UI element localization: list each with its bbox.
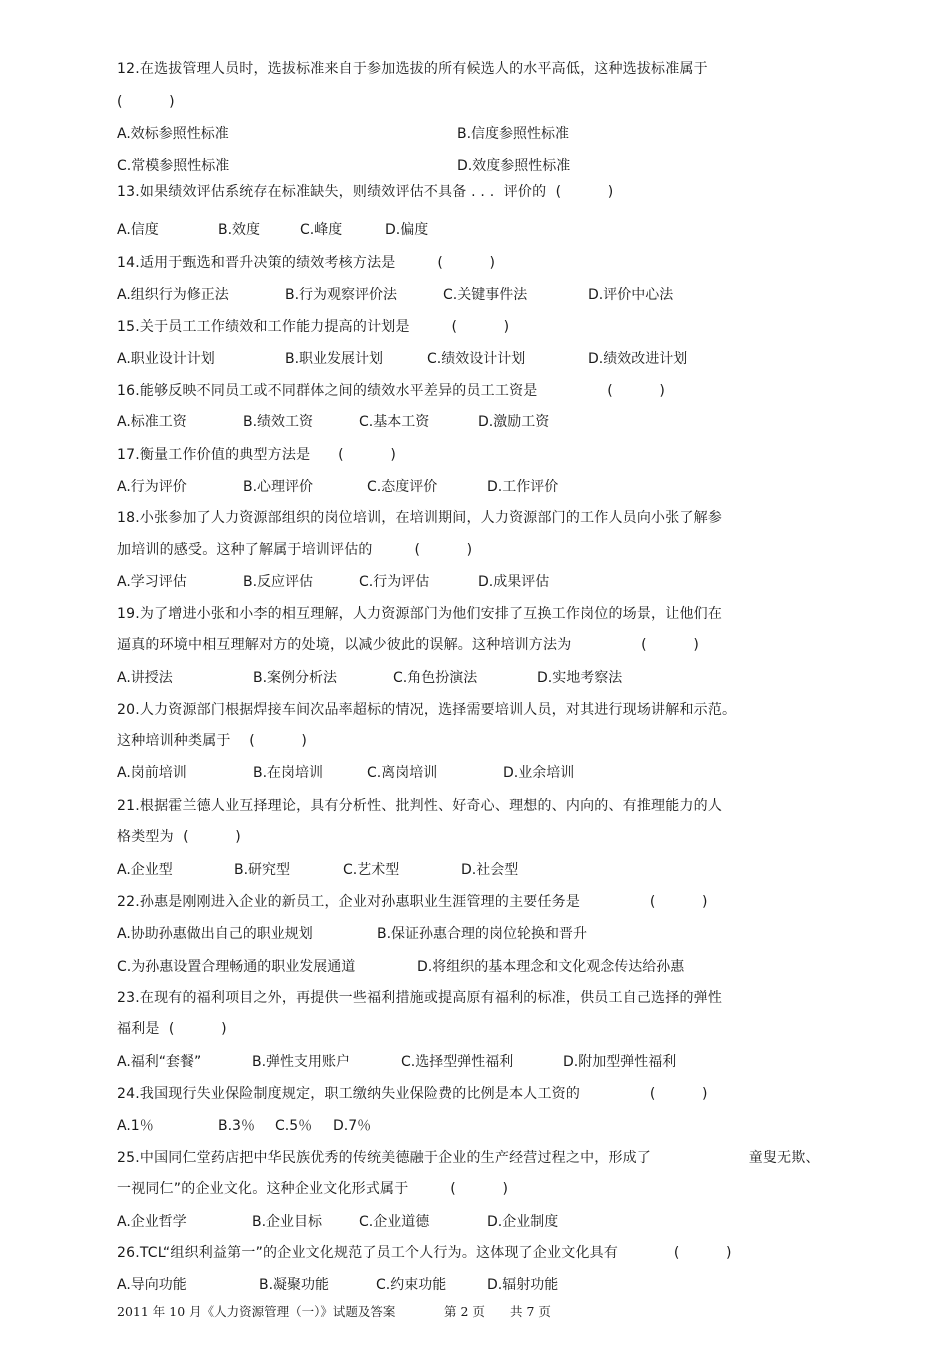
question-18-option-C: C.行为评估 [359, 574, 430, 590]
question-22-option-D: D.将组织的基本理念和文化观念传达给孙惠 [417, 959, 685, 975]
question-20-line-1: 20.人力资源部门根据焊接车间次品率超标的情况，选择需要培训人员，对其进行现场讲解和示范。 [117, 702, 737, 718]
question-19-option-A: A.讲授法 [117, 670, 173, 686]
question-15-option-A: A.职业设计计划 [117, 351, 215, 367]
question-25-option-A: A.企业哲学 [117, 1214, 187, 1230]
question-17-option-B: B.心理评价 [243, 479, 314, 495]
question-20-option-C: C.离岗培训 [367, 765, 438, 781]
question-26-option-A: A.导向功能 [117, 1277, 187, 1293]
question-20-option-D: D.业余培训 [503, 765, 575, 781]
question-25-line-2: 一视同仁”的企业文化。这种企业文化形式属于 ( ) [117, 1181, 509, 1197]
question-12-line-2: ( ) [117, 94, 175, 110]
question-18-line-2: 加培训的感受。这种了解属于培训评估的 ( ) [117, 542, 473, 558]
question-13-option-D: D.偏度 [385, 222, 429, 238]
question-14-option-B: B.行为观察评价法 [285, 287, 398, 303]
question-23-option-A: A.福利“套餐” [117, 1054, 202, 1070]
question-20-option-B: B.在岗培训 [253, 765, 324, 781]
question-17-option-D: D.工作评价 [487, 479, 559, 495]
question-24-option-D: D.7％ [333, 1118, 372, 1134]
question-22-option-A: A.协助孙惠做出自己的职业规划 [117, 926, 313, 942]
question-19-option-C: C.角色扮演法 [393, 670, 478, 686]
question-22-option-C: C.为孙惠设置合理畅通的职业发展通道 [117, 959, 356, 975]
question-13-option-C: C.峰度 [300, 222, 343, 238]
question-23-line-1: 23.在现有的福利项目之外，再提供一些福利措施或提高原有福利的标准，供员工自己选择的弹性 [117, 990, 723, 1006]
question-21-line-1: 21.根据霍兰德人业互择理论，具有分析性、批判性、好奇心、理想的、内向的、有推理能力的人 [117, 798, 723, 814]
question-19-option-D: D.实地考察法 [537, 670, 623, 686]
question-17-line-1: 17.衡量工作价值的典型方法是 ( ) [117, 447, 396, 463]
question-15-line-1: 15.关于员工工作绩效和工作能力提高的计划是 ( ) [117, 319, 510, 335]
question-21-option-A: A.企业型 [117, 862, 173, 878]
question-20-option-A: A.岗前培训 [117, 765, 187, 781]
question-19-option-B: B.案例分析法 [253, 670, 338, 686]
question-13-line-1: 13.如果绩效评估系统存在标准缺失，则绩效评估不具备 . . . 评价的 ( ) [117, 184, 614, 200]
question-24-option-C: C.5％ [275, 1118, 313, 1134]
question-24-option-A: A.1％ [117, 1118, 154, 1134]
question-15-option-D: D.绩效改进计划 [588, 351, 688, 367]
question-18-option-D: D.成果评估 [478, 574, 550, 590]
question-23-option-B: B.弹性支用账户 [252, 1054, 351, 1070]
footer-total-pages: 共 7 页 [510, 1304, 551, 1319]
question-13-option-A: A.信度 [117, 222, 159, 238]
question-12-option-C: C.常模参照性标准 [117, 158, 230, 174]
question-21-option-D: D.社会型 [461, 862, 519, 878]
question-26-option-D: D.辐射功能 [487, 1277, 559, 1293]
question-12-option-A: A.效标参照性标准 [117, 126, 229, 142]
question-12-option-B: B.信度参照性标准 [457, 126, 570, 142]
footer-page-number: 第 2 页 [444, 1304, 485, 1319]
question-13-option-B: B.效度 [218, 222, 261, 238]
question-19-line-2: 逼真的环境中相互理解对方的处境，以减少彼此的误解。这种培训方法为 ( ) [117, 637, 699, 653]
question-15-option-C: C.绩效设计计划 [427, 351, 526, 367]
footer-title: 2011 年 10 月《人力资源管理（一）》试题及答案 [117, 1304, 396, 1319]
question-19-line-1: 19.为了增进小张和小李的相互理解，人力资源部门为他们安排了互换工作岗位的场景，让他们在 [117, 606, 723, 622]
question-17-option-C: C.态度评价 [367, 479, 438, 495]
question-15-option-B: B.职业发展计划 [285, 351, 384, 367]
question-18-option-A: A.学习评估 [117, 574, 187, 590]
question-26-option-B: B.凝聚功能 [259, 1277, 330, 1293]
question-16-option-D: D.激励工资 [478, 414, 550, 430]
question-12-option-D: D.效度参照性标准 [457, 158, 571, 174]
question-16-option-B: B.绩效工资 [243, 414, 314, 430]
question-25-option-D: D.企业制度 [487, 1214, 559, 1230]
question-18-option-B: B.反应评估 [243, 574, 314, 590]
question-21-option-B: B.研究型 [234, 862, 291, 878]
question-23-option-D: D.附加型弹性福利 [563, 1054, 677, 1070]
question-14-option-A: A.组织行为修正法 [117, 287, 229, 303]
question-22-option-B: B.保证孙惠合理的岗位轮换和晋升 [377, 926, 588, 942]
question-25-option-C: C.企业道德 [359, 1214, 430, 1230]
question-23-line-2: 福利是 ( ) [117, 1021, 227, 1037]
question-26-line-1: 26.TCL“组织利益第一”的企业文化规范了员工个人行为。这体现了企业文化具有 ( ) [117, 1245, 732, 1261]
question-12-line-1: 12.在选拔管理人员时，选拔标准来自于参加选拔的所有候选人的水平高低，这种选拔标准属于 [117, 61, 708, 77]
question-21-option-C: C.艺术型 [343, 862, 400, 878]
question-24-line-1: 24.我国现行失业保险制度规定，职工缴纳失业保险费的比例是本人工资的 ( ) [117, 1086, 708, 1102]
question-14-option-D: D.评价中心法 [588, 287, 674, 303]
question-26-option-C: C.约束功能 [376, 1277, 447, 1293]
question-20-line-2: 这种培训种类属于 ( ) [117, 733, 308, 749]
question-14-line-1: 14.适用于甄选和晋升决策的绩效考核方法是 ( ) [117, 255, 496, 271]
question-14-option-C: C.关键事件法 [443, 287, 528, 303]
question-25-line-1: 25.中国同仁堂药店把中华民族优秀的传统美德融于企业的生产经营过程之中，形成了 童叟无欺、 [117, 1150, 820, 1166]
question-18-line-1: 18.小张参加了人力资源部组织的岗位培训，在培训期间，人力资源部门的工作人员向小张了解参 [117, 510, 723, 526]
question-25-option-B: B.企业目标 [252, 1214, 323, 1230]
question-16-line-1: 16.能够反映不同员工或不同群体之间的绩效水平差异的员工工资是 ( ) [117, 383, 666, 399]
question-17-option-A: A.行为评价 [117, 479, 187, 495]
question-22-line-1: 22.孙惠是刚刚进入企业的新员工，企业对孙惠职业生涯管理的主要任务是 ( ) [117, 894, 708, 910]
question-16-option-A: A.标准工资 [117, 414, 187, 430]
question-21-line-2: 格类型为 ( ) [117, 829, 241, 845]
question-23-option-C: C.选择型弹性福利 [401, 1054, 514, 1070]
question-24-option-B: B.3％ [218, 1118, 255, 1134]
question-16-option-C: C.基本工资 [359, 414, 430, 430]
